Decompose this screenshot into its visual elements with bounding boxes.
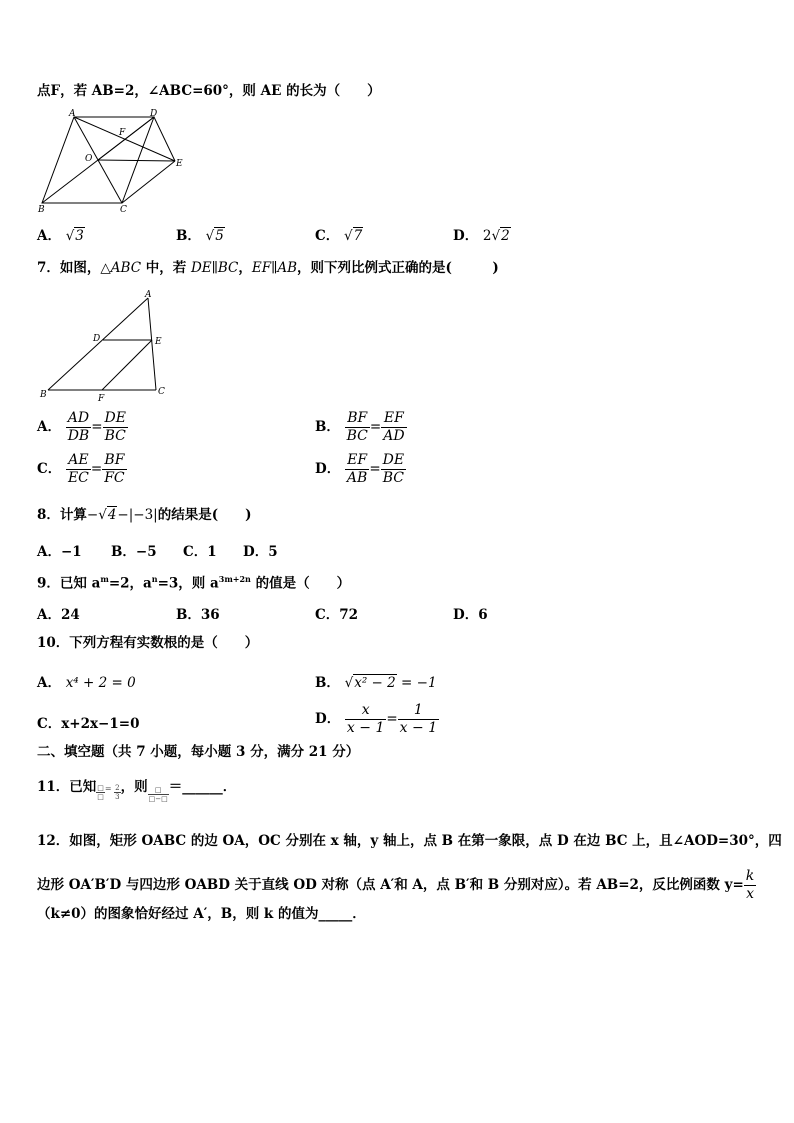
q7-label-d: D <box>93 334 101 344</box>
q8-option-a[interactable]: A．−1 <box>37 544 82 560</box>
q7-option-a[interactable]: A． $\frac{AD}{DB}$ = $\frac{DE}{BC}$ <box>37 410 126 444</box>
q8-option-c[interactable]: C．1 <box>183 544 217 560</box>
q6-label-c: C <box>120 205 127 212</box>
q6-option-a[interactable]: A． √3 <box>37 228 84 244</box>
q7-figure <box>36 288 176 404</box>
q8-stem: 8．计算−√4−|−3|的结果是( ) <box>37 507 252 523</box>
q11-stem: 11．已知 $\frac{□}{□}$ = $\frac{2}{3}$ ，则 $\frac{□}{□-□}$ ＝______． <box>37 779 237 803</box>
q10-stem: 10．下列方程有实数根的是（ ） <box>37 635 259 651</box>
q9-option-a[interactable]: A．24 <box>37 607 80 623</box>
q11-answer-blank[interactable]: ＝______． <box>168 779 237 795</box>
section-heading-fill-in: 二、填空题（共 7 小题，每小题 3 分，满分 21 分） <box>37 744 360 760</box>
q12-line-3: （k≠0）的图象恰好经过 A′，B，则 k 的值为_____． <box>37 906 366 922</box>
q7-option-c[interactable]: C． $\frac{AE}{EC}$ = $\frac{BF}{FC}$ <box>37 452 125 486</box>
q7-label-f: F <box>98 394 105 404</box>
q10-option-b[interactable]: B． √x² − 2 = −1 <box>315 675 437 691</box>
q6-label-a: A <box>69 109 76 119</box>
q9-option-b[interactable]: B．36 <box>176 607 220 623</box>
q6-option-c[interactable]: C． √7 <box>315 228 363 244</box>
q6-figure <box>36 106 186 212</box>
q7-stem: 7．如图，△ABC 中，若 DE∥BC，EF∥AB，则下列比例式正确的是( ) <box>37 260 499 276</box>
q8-option-b[interactable]: B．−5 <box>111 544 157 560</box>
q7-label-e: E <box>155 337 162 347</box>
q6-label-f: F <box>119 128 126 138</box>
q12-line-1: 12．如图，矩形 OABC 的边 OA，OC 分别在 x 轴，y 轴上，点 B 在第一象限，点 D 在边 BC 上，且∠AOD=30°，四 <box>37 833 782 849</box>
q6-option-b[interactable]: B． √5 <box>176 228 224 244</box>
q6-stem: 点F，若 AB=2，∠ABC=60°，则 AE 的长为（ ） <box>37 83 381 99</box>
q9-option-d[interactable]: D．6 <box>453 607 488 623</box>
q7-label-b: B <box>40 390 47 400</box>
q9-stem: 9．已知 $a^m=2$，$a^n=3$，则 $a^{3m+2n}$ 的值是（ ） <box>37 574 351 592</box>
q6-label-d: D <box>150 109 158 119</box>
q7-option-b[interactable]: B． $\frac{BF}{BC}$ = $\frac{EF}{AD}$ <box>315 410 405 444</box>
q10-option-d[interactable]: D． $\frac{x}{x - 1}$ = $\frac{1}{x - 1}$ <box>315 702 438 736</box>
q7-option-d[interactable]: D． $\frac{EF}{AB}$ = $\frac{DE}{BC}$ <box>315 452 405 486</box>
q9-option-c[interactable]: C．72 <box>315 607 359 623</box>
q12-line-2: 边形 OA′B′D 与四边形 OABD 关于直线 OD 对称（点 A′和 A，点 B′和 B 分别对应）。若 AB=2，反比例函数 y= $\frac{k}{x}$ <box>37 868 755 902</box>
q6-label-o: O <box>85 154 93 164</box>
q8-option-d[interactable]: D．5 <box>243 544 278 560</box>
q10-option-a[interactable]: A． x⁴ + 2 = 0 <box>37 675 136 691</box>
q10-option-c[interactable]: C．x+2x−1=0 <box>37 716 140 732</box>
q7-label-c: C <box>158 387 165 397</box>
q7-label-a: A <box>145 290 152 300</box>
q6-label-e: E <box>176 159 183 169</box>
q6-option-d[interactable]: D． 2√2 <box>453 228 510 244</box>
q6-label-b: B <box>38 205 45 212</box>
